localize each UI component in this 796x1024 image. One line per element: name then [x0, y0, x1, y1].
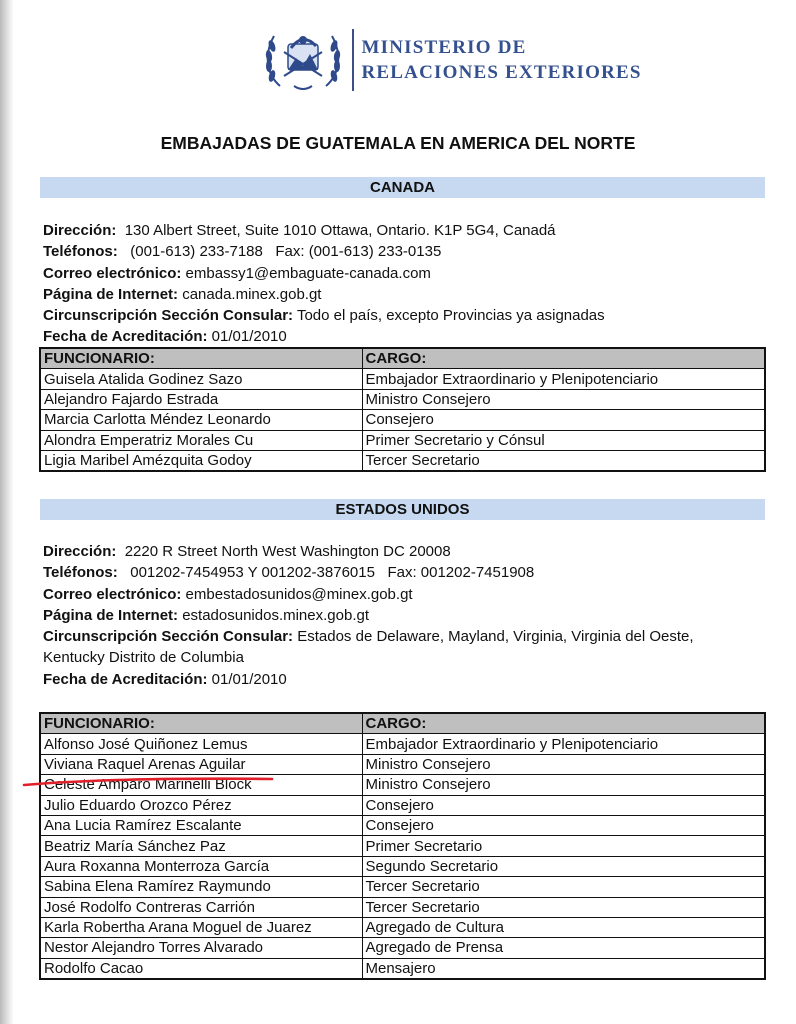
- email-value: embassy1@embaguate-canada.com: [185, 264, 431, 282]
- logo-divider: [352, 29, 354, 91]
- consular-value: Estados de Delaware, Mayland, Virginia, Virginia del Oeste, Kentucky Distrito de Columbia: [43, 628, 694, 667]
- table-row: [40, 815, 765, 835]
- phones-line: [43, 241, 758, 262]
- column-header-cargo: CARGO:: [362, 348, 765, 369]
- address-line: [43, 541, 758, 562]
- official-position: Tercer Secretario: [362, 897, 765, 917]
- official-name: Aura Roxanna Monterroza García: [40, 856, 362, 876]
- official-name: Beatriz María Sánchez Paz: [40, 836, 362, 856]
- table-row: [40, 958, 765, 979]
- official-name: Karla Robertha Arana Moguel de Juarez: [40, 917, 362, 937]
- accreditation-label: Fecha de Acreditación:: [43, 670, 208, 688]
- table-header-row: [40, 348, 765, 369]
- accreditation-value: 01/01/2010: [211, 328, 287, 346]
- official-name: Sabina Elena Ramírez Raymundo: [40, 877, 362, 897]
- official-position: Embajador Extraordinario y Plenipotenciario: [362, 734, 765, 754]
- official-position: Consejero: [362, 815, 765, 835]
- official-position: Ministro Consejero: [362, 754, 765, 774]
- table-row: [40, 450, 765, 471]
- address-value: 2220 R Street North West Washington DC 20008: [124, 543, 451, 560]
- accreditation-label: Fecha de Acreditación:: [43, 328, 208, 346]
- address-label: Dirección:: [43, 543, 117, 560]
- ministry-name-line2: RELACIONES EXTERIORES: [361, 62, 642, 83]
- email-value: embestadosunidos@minex.gob.gt: [185, 585, 413, 603]
- guatemala-coat-of-arms-icon: [258, 24, 348, 96]
- table-row: [40, 938, 765, 958]
- consular-label: Circunscripción Sección Consular:: [43, 307, 294, 325]
- ministry-name: [362, 35, 642, 85]
- official-position: Mensajero: [362, 958, 765, 979]
- table-row: [40, 917, 765, 937]
- official-name: Alondra Emperatriz Morales Cu: [40, 430, 362, 450]
- official-name: Julio Eduardo Orozco Pérez: [40, 795, 362, 815]
- official-position: Primer Secretario y Cónsul: [362, 430, 765, 450]
- email-line: [43, 263, 758, 284]
- phones-value: 001202-7454953 Y 001202-3876015 Fax: 001202-7451908: [130, 564, 535, 582]
- official-position: Ministro Consejero: [362, 389, 765, 409]
- phones-label: Teléfonos:: [43, 243, 118, 261]
- table-header-row: [40, 713, 765, 734]
- website-label: Página de Internet:: [43, 285, 179, 303]
- consular-label: Circunscripción Sección Consular:: [43, 628, 294, 646]
- accreditation-line: [43, 326, 758, 347]
- official-name: Viviana Raquel Arenas Aguilar: [40, 754, 362, 774]
- table-row: [40, 836, 765, 856]
- consular-value: Todo el país, excepto Provincias ya asignadas: [296, 307, 605, 325]
- section-heading-canada: CANADA: [40, 177, 765, 198]
- email-line: [43, 584, 758, 605]
- address-label: Dirección:: [43, 222, 117, 239]
- official-name: Nestor Alejandro Torres Alvarado: [40, 938, 362, 958]
- consular-line: [43, 626, 758, 669]
- column-header-funcionario: FUNCIONARIO:: [40, 713, 362, 734]
- phones-value: (001-613) 233-7188 Fax: (001-613) 233-0135: [130, 243, 442, 261]
- official-position: Segundo Secretario: [362, 856, 765, 876]
- email-label: Correo electrónico:: [43, 264, 182, 282]
- section-heading-usa: ESTADOS UNIDOS: [40, 499, 765, 520]
- accreditation-line: [43, 669, 758, 690]
- official-name: Ana Lucia Ramírez Escalante: [40, 815, 362, 835]
- official-position: Embajador Extraordinario y Plenipotenciario: [362, 369, 765, 389]
- usa-embassy-info: [43, 541, 758, 690]
- document-title: EMBAJADAS DE GUATEMALA EN AMERICA DEL NORTE: [160, 133, 636, 153]
- official-position: Consejero: [362, 795, 765, 815]
- website-value: estadosunidos.minex.gob.gt: [182, 606, 369, 624]
- table-row: [40, 430, 765, 450]
- website-line: [43, 605, 758, 626]
- official-position: Consejero: [362, 410, 765, 430]
- official-position: Ministro Consejero: [362, 775, 765, 795]
- table-row: [40, 897, 765, 917]
- canada-embassy-info: [43, 220, 758, 348]
- table-row: [40, 795, 765, 815]
- website-label: Página de Internet:: [43, 606, 179, 624]
- address-line: [43, 220, 758, 241]
- official-name: Alejandro Fajardo Estrada: [40, 389, 362, 409]
- official-position: Agregado de Cultura: [362, 917, 765, 937]
- official-position: Tercer Secretario: [362, 877, 765, 897]
- phones-line: [43, 562, 758, 583]
- address-value: 130 Albert Street, Suite 1010 Ottawa, Ontario. K1P 5G4, Canadá: [124, 222, 556, 239]
- table-row: [40, 856, 765, 876]
- official-name: Marcia Carlotta Méndez Leonardo: [40, 410, 362, 430]
- official-position: Tercer Secretario: [362, 450, 765, 471]
- ministry-logo: [258, 24, 642, 96]
- table-row: [40, 369, 765, 389]
- website-value: canada.minex.gob.gt: [182, 285, 322, 303]
- column-header-cargo: CARGO:: [362, 713, 765, 734]
- official-name: Alfonso José Quiñonez Lemus: [40, 734, 362, 754]
- website-line: [43, 284, 758, 305]
- table-row: [40, 389, 765, 409]
- official-name: Celeste Amparo Marinelli Block: [40, 775, 362, 795]
- table-row: [40, 734, 765, 754]
- table-row: [40, 877, 765, 897]
- official-name: José Rodolfo Contreras Carrión: [40, 897, 362, 917]
- canada-staff-table: [39, 347, 766, 472]
- column-header-funcionario: FUNCIONARIO:: [40, 348, 362, 369]
- phones-label: Teléfonos:: [43, 564, 118, 582]
- official-name: Ligia Maribel Amézquita Godoy: [40, 450, 362, 471]
- official-position: Primer Secretario: [362, 836, 765, 856]
- email-label: Correo electrónico:: [43, 585, 182, 603]
- official-name: Guisela Atalida Godinez Sazo: [40, 369, 362, 389]
- official-position: Agregado de Prensa: [362, 938, 765, 958]
- usa-staff-table: [39, 712, 766, 980]
- official-name: Rodolfo Cacao: [40, 958, 362, 979]
- table-row: [40, 754, 765, 774]
- table-row: [40, 410, 765, 430]
- accreditation-value: 01/01/2010: [211, 670, 287, 688]
- consular-line: [43, 305, 758, 326]
- table-row: [40, 775, 765, 795]
- ministry-name-line1: MINISTERIO DE: [361, 37, 527, 58]
